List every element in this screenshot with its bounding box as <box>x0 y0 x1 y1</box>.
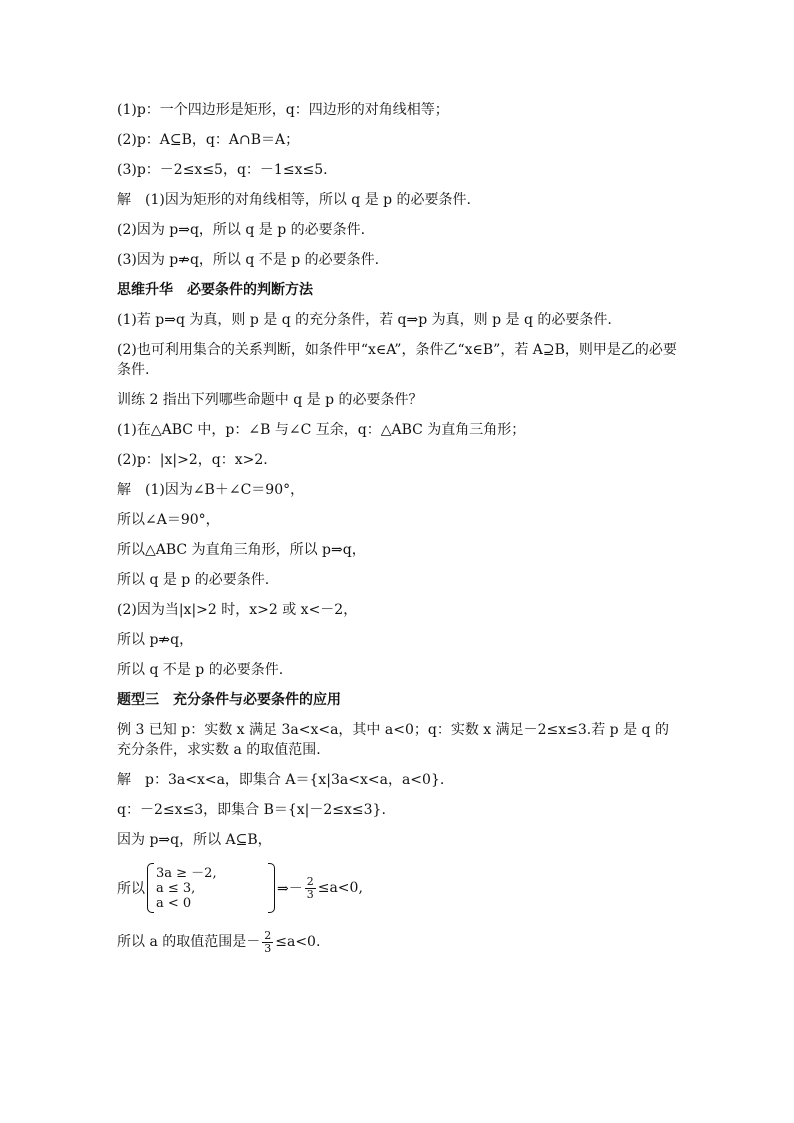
final-suffix: ≤a<0. <box>275 934 321 950</box>
text-line: q：－2≤x≤3，即集合 B＝{x|－2≤x≤3}. <box>117 802 386 818</box>
text-line: 所以∠A＝90°， <box>117 512 220 528</box>
example-title: 例 3 已知 p：实数 x 满足 3a<x<a，其中 a<0；q：实数 x 满足－2≤x≤3.若 p 是 q 的充分条件，求实数 a 的取值范围. <box>117 722 669 758</box>
text-line: 因为 p⇒q，所以 A⊆B， <box>117 832 272 848</box>
system-row: a ≤ 3, <box>156 880 196 896</box>
system-row: a < 0 <box>156 895 192 911</box>
fraction-denominator: 3 <box>264 941 272 955</box>
fraction-numerator: 2 <box>264 928 272 942</box>
text-line: (2)因为当|x|>2 时，x>2 或 x<－2， <box>117 602 358 618</box>
section-heading: 题型三 充分条件与必要条件的应用 <box>117 692 341 708</box>
solution-line: 解 (1)因为∠B＋∠C＝90°， <box>117 482 305 498</box>
system-row: 3a ≥ －2, <box>156 865 217 881</box>
implies-arrow: ⇒－ <box>277 881 303 897</box>
text-line: 所以 p⇏q， <box>117 632 194 648</box>
section-heading: 思维升华 必要条件的判断方法 <box>117 282 313 298</box>
final-answer-line <box>117 926 677 958</box>
exercise-title: 训练 2 指出下列哪些命题中 q 是 p 的必要条件？ <box>117 392 423 408</box>
system-rows <box>156 866 268 911</box>
text-line: (2)p：|x|>2，q：x>2. <box>117 452 268 468</box>
text-line: (3)p：－2≤x≤5，q：－1≤x≤5. <box>117 162 328 178</box>
text-line: (1)在△ABC 中，p：∠B 与∠C 互余，q：△ABC 为直角三角形； <box>117 422 526 438</box>
text-line: 所以 q 不是 p 的必要条件. <box>117 662 284 678</box>
document-page <box>117 100 677 968</box>
text-line: 所以 q 是 p 的必要条件. <box>117 572 270 588</box>
text-line: 所以△ABC 为直角三角形，所以 p⇒q， <box>117 542 366 558</box>
fraction <box>262 930 273 955</box>
text-line: (2)p：A⊆B，q：A∩B＝A； <box>117 132 300 148</box>
solution-line: 解 (1)因为矩形的对角线相等，所以 q 是 p 的必要条件. <box>117 192 472 208</box>
text-line: (1)若 p⇒q 为真，则 p 是 q 的充分条件，若 q⇒p 为真，则 p 是 q 的必要条件. <box>117 312 612 328</box>
inequality-system <box>117 860 677 916</box>
system-suffix: ≤a<0, <box>317 880 363 896</box>
text-line: (1)p：一个四边形是矩形，q：四边形的对角线相等； <box>117 102 449 118</box>
solution-line: 解 p：3a<x<a，即集合 A＝{x|3a<x<a，a<0}. <box>117 772 445 788</box>
text-line: (2)因为 p⇒q，所以 q 是 p 的必要条件. <box>117 222 366 238</box>
fraction-denominator: 3 <box>306 887 314 901</box>
fraction-numerator: 2 <box>306 874 314 888</box>
fraction <box>305 876 316 901</box>
right-brace <box>268 863 275 913</box>
system-prefix: 所以 <box>117 881 145 897</box>
final-prefix: 所以 a 的取值范围是－ <box>117 934 261 950</box>
left-brace <box>147 863 154 913</box>
text-line: (3)因为 p⇏q，所以 q 不是 p 的必要条件. <box>117 252 380 268</box>
text-line: (2)也可利用集合的关系判断，如条件甲“x∈A”，条件乙“x∈B”，若 A⊇B，则甲是乙的必要条件. <box>117 342 677 378</box>
